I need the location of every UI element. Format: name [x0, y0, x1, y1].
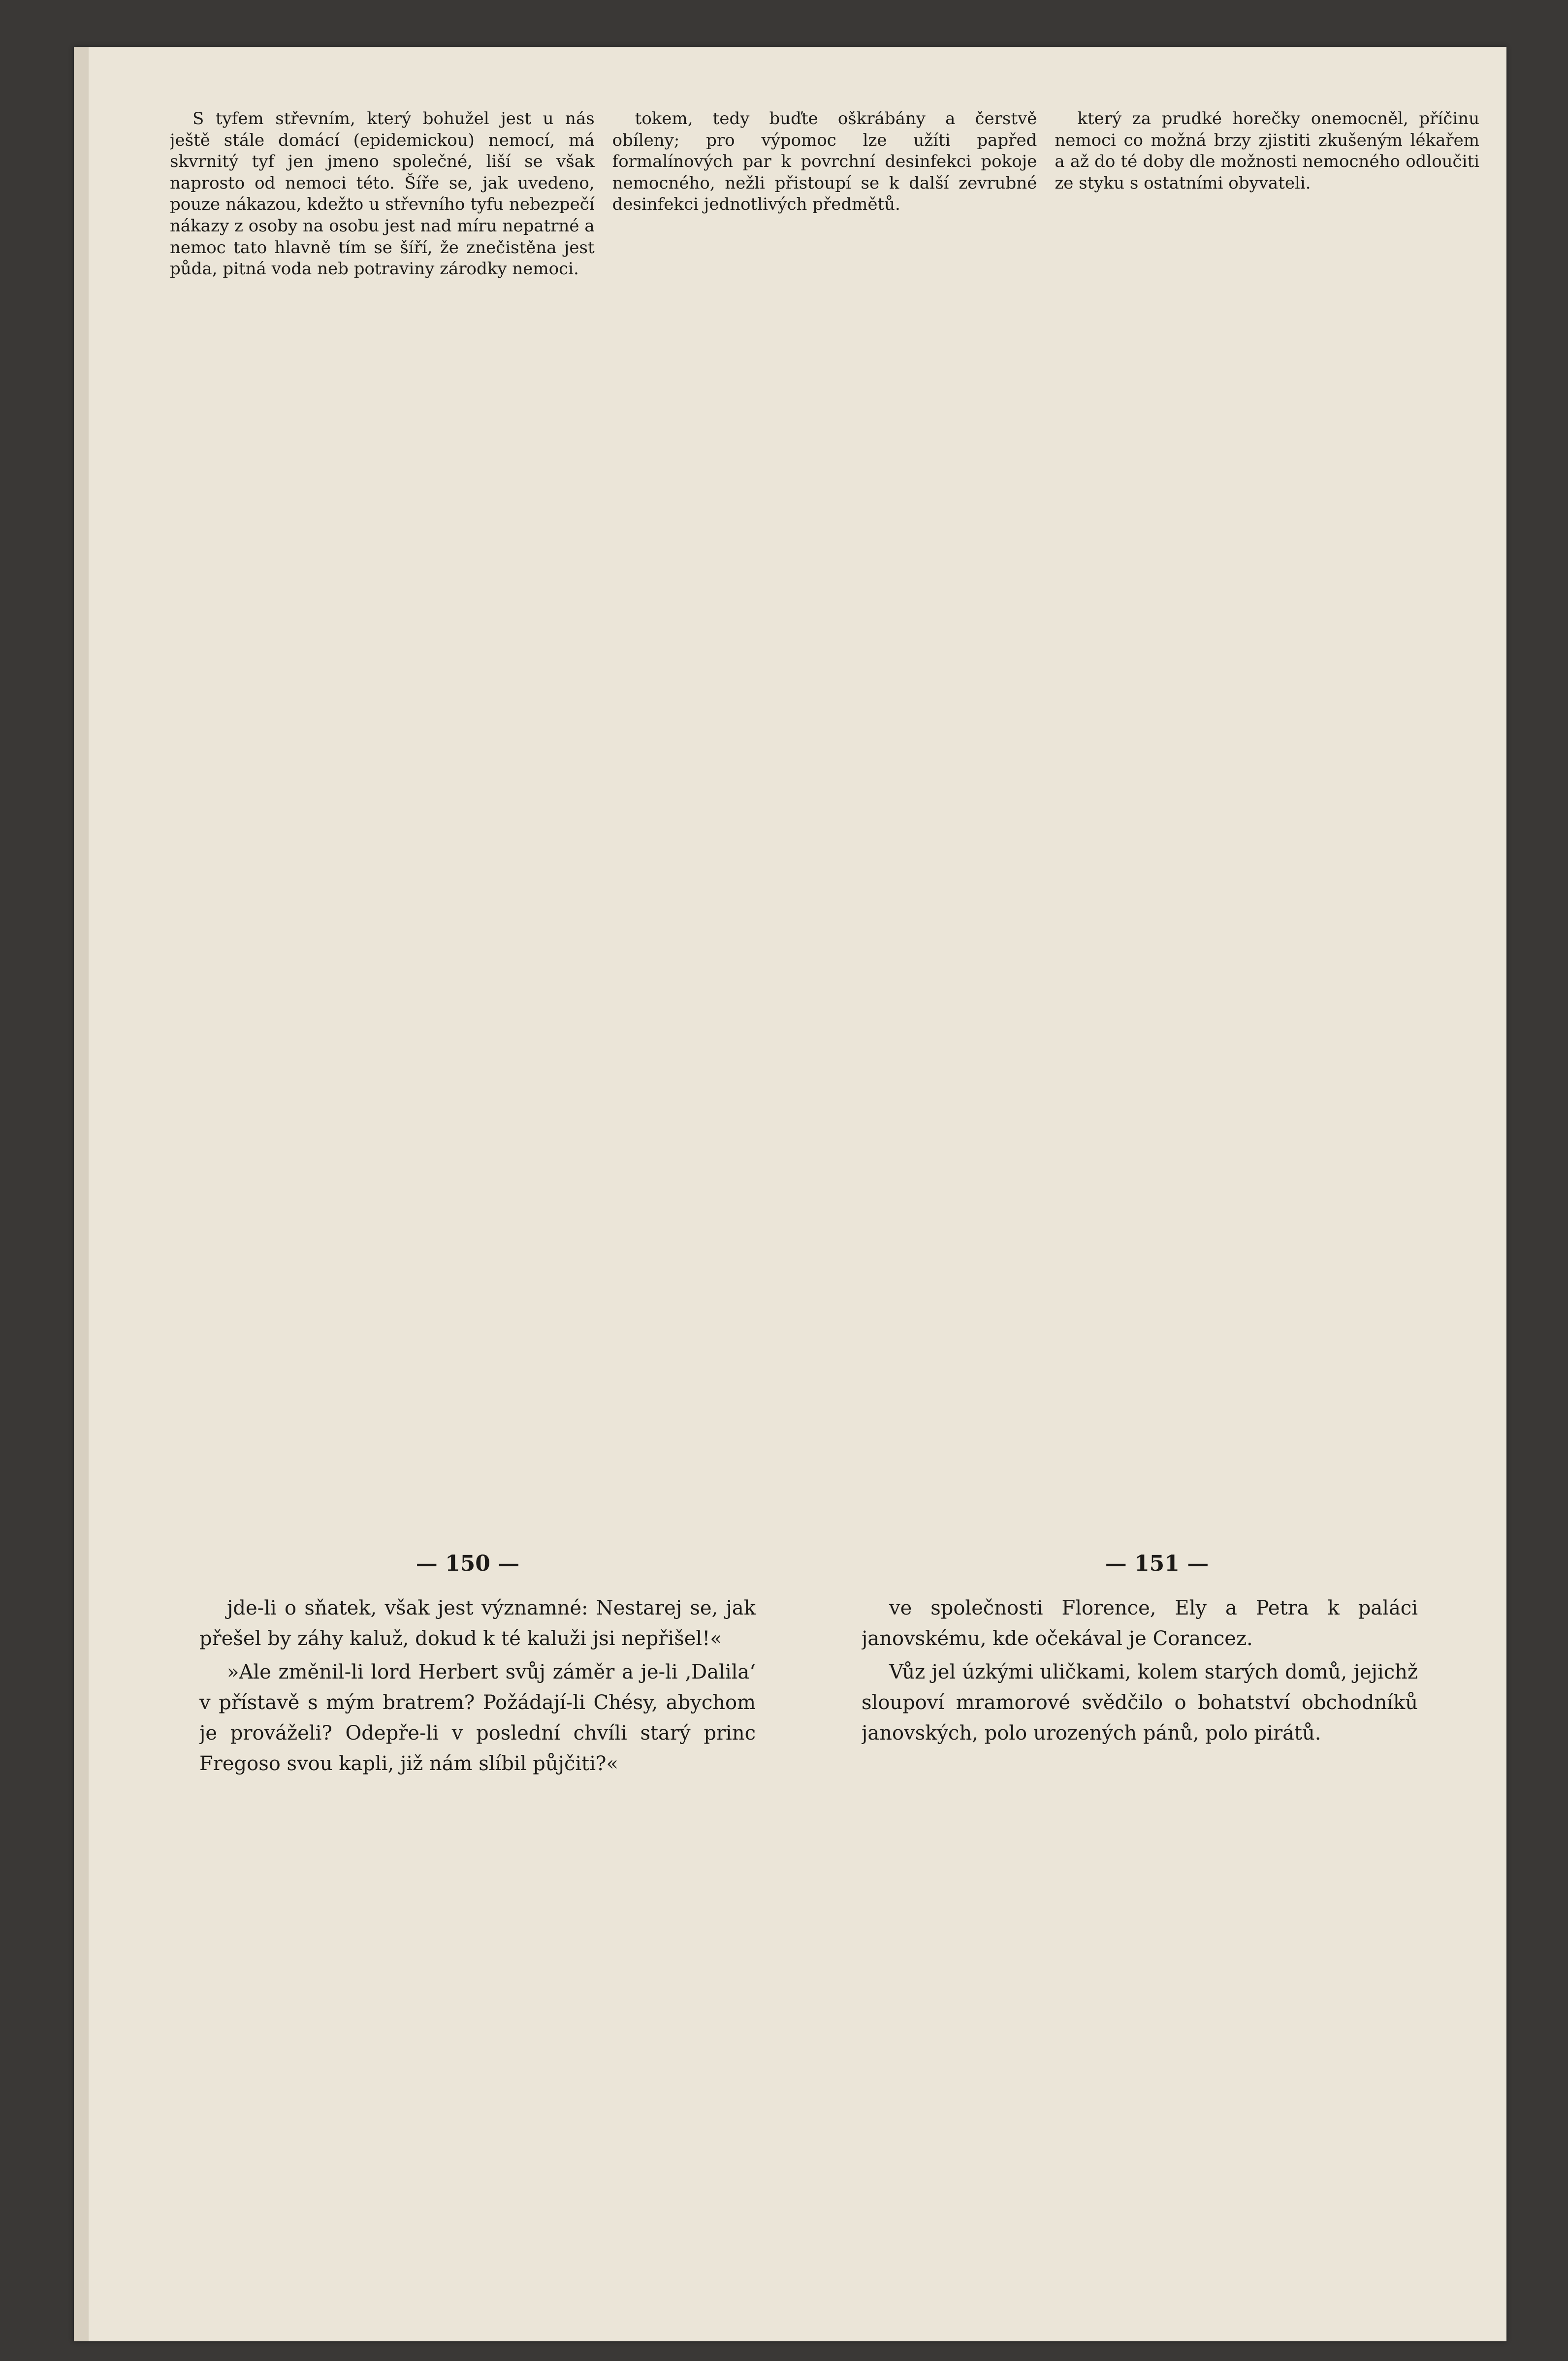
paragraph: jde-li o sňatek, však jest významné: Nestarej se, jak přešel by záhy kaluž, dokud k té kaluži jsi nepřišel!« — [199, 1597, 756, 1650]
paragraph: S tyfem střevním, který bohužel jest u nás ještě stále domácí (epidemickou) nemocí, má skvrnitý tyf jen jmeno společné, liší se však naprosto od nemoci této. Šíře se, jak uvedeno, pouze nákazou, kdežto u střevního tyfu nebezpečí nákazy z osoby na osobu jest nad míru nepatrné a nemoc tato hlavně tím se šíří, že znečistěna jest půda, pitná voda neb potraviny zárodky nemoci. — [170, 109, 595, 279]
serial-right — [862, 1593, 1418, 2361]
article-column-2 — [612, 108, 1037, 1507]
paragraph: ve společnosti Florence, Ely a Petra k paláci janovskému, kde očekával je Corancez. — [862, 1597, 1418, 1650]
serial-left — [199, 1593, 756, 2361]
paragraph: který za prudké horečky onemocněl, příčinu nemoci co možná brzy zjistiti zkušeným lékařem a až do té doby dle možnosti nemocného odloučiti ze styku s ostatními obyvateli. — [1055, 109, 1480, 193]
article-block — [170, 108, 1479, 1507]
article-column-1 — [170, 108, 595, 1507]
paragraph: Vůz jel úzkými uličkami, kolem starých domů, jejichž sloupoví mramorové svědčilo o bohatství obchodníků janovských, polo urozených pánů, polo pirátů. — [862, 1661, 1418, 1745]
book-spread — [74, 47, 1506, 2341]
paragraph: tokem, tedy buďte oškrábány a čerstvě obíleny; pro výpomoc lze užíti papřed formalínových par k povrchní desinfekci pokoje nemocného, nežli přistoupí se k další zevrubné desinfekci jednotlivých předmětů. — [612, 109, 1037, 215]
paragraph: »Ale změnil-li lord Herbert svůj záměr a je-li ‚Dalila‘ v přístavě s mým bratrem? Požádají-li Chésy, abychom je prováželi? Odepře-li v poslední chvíli starý princ Fregoso svou kapli, již nám slíbil půjčiti?« — [199, 1661, 756, 1775]
page-number-right: — 151 — — [1105, 1551, 1209, 1576]
page-edge — [74, 47, 89, 2341]
article-column-3 — [1055, 108, 1479, 1507]
page-number-left: — 150 — — [416, 1551, 520, 1576]
